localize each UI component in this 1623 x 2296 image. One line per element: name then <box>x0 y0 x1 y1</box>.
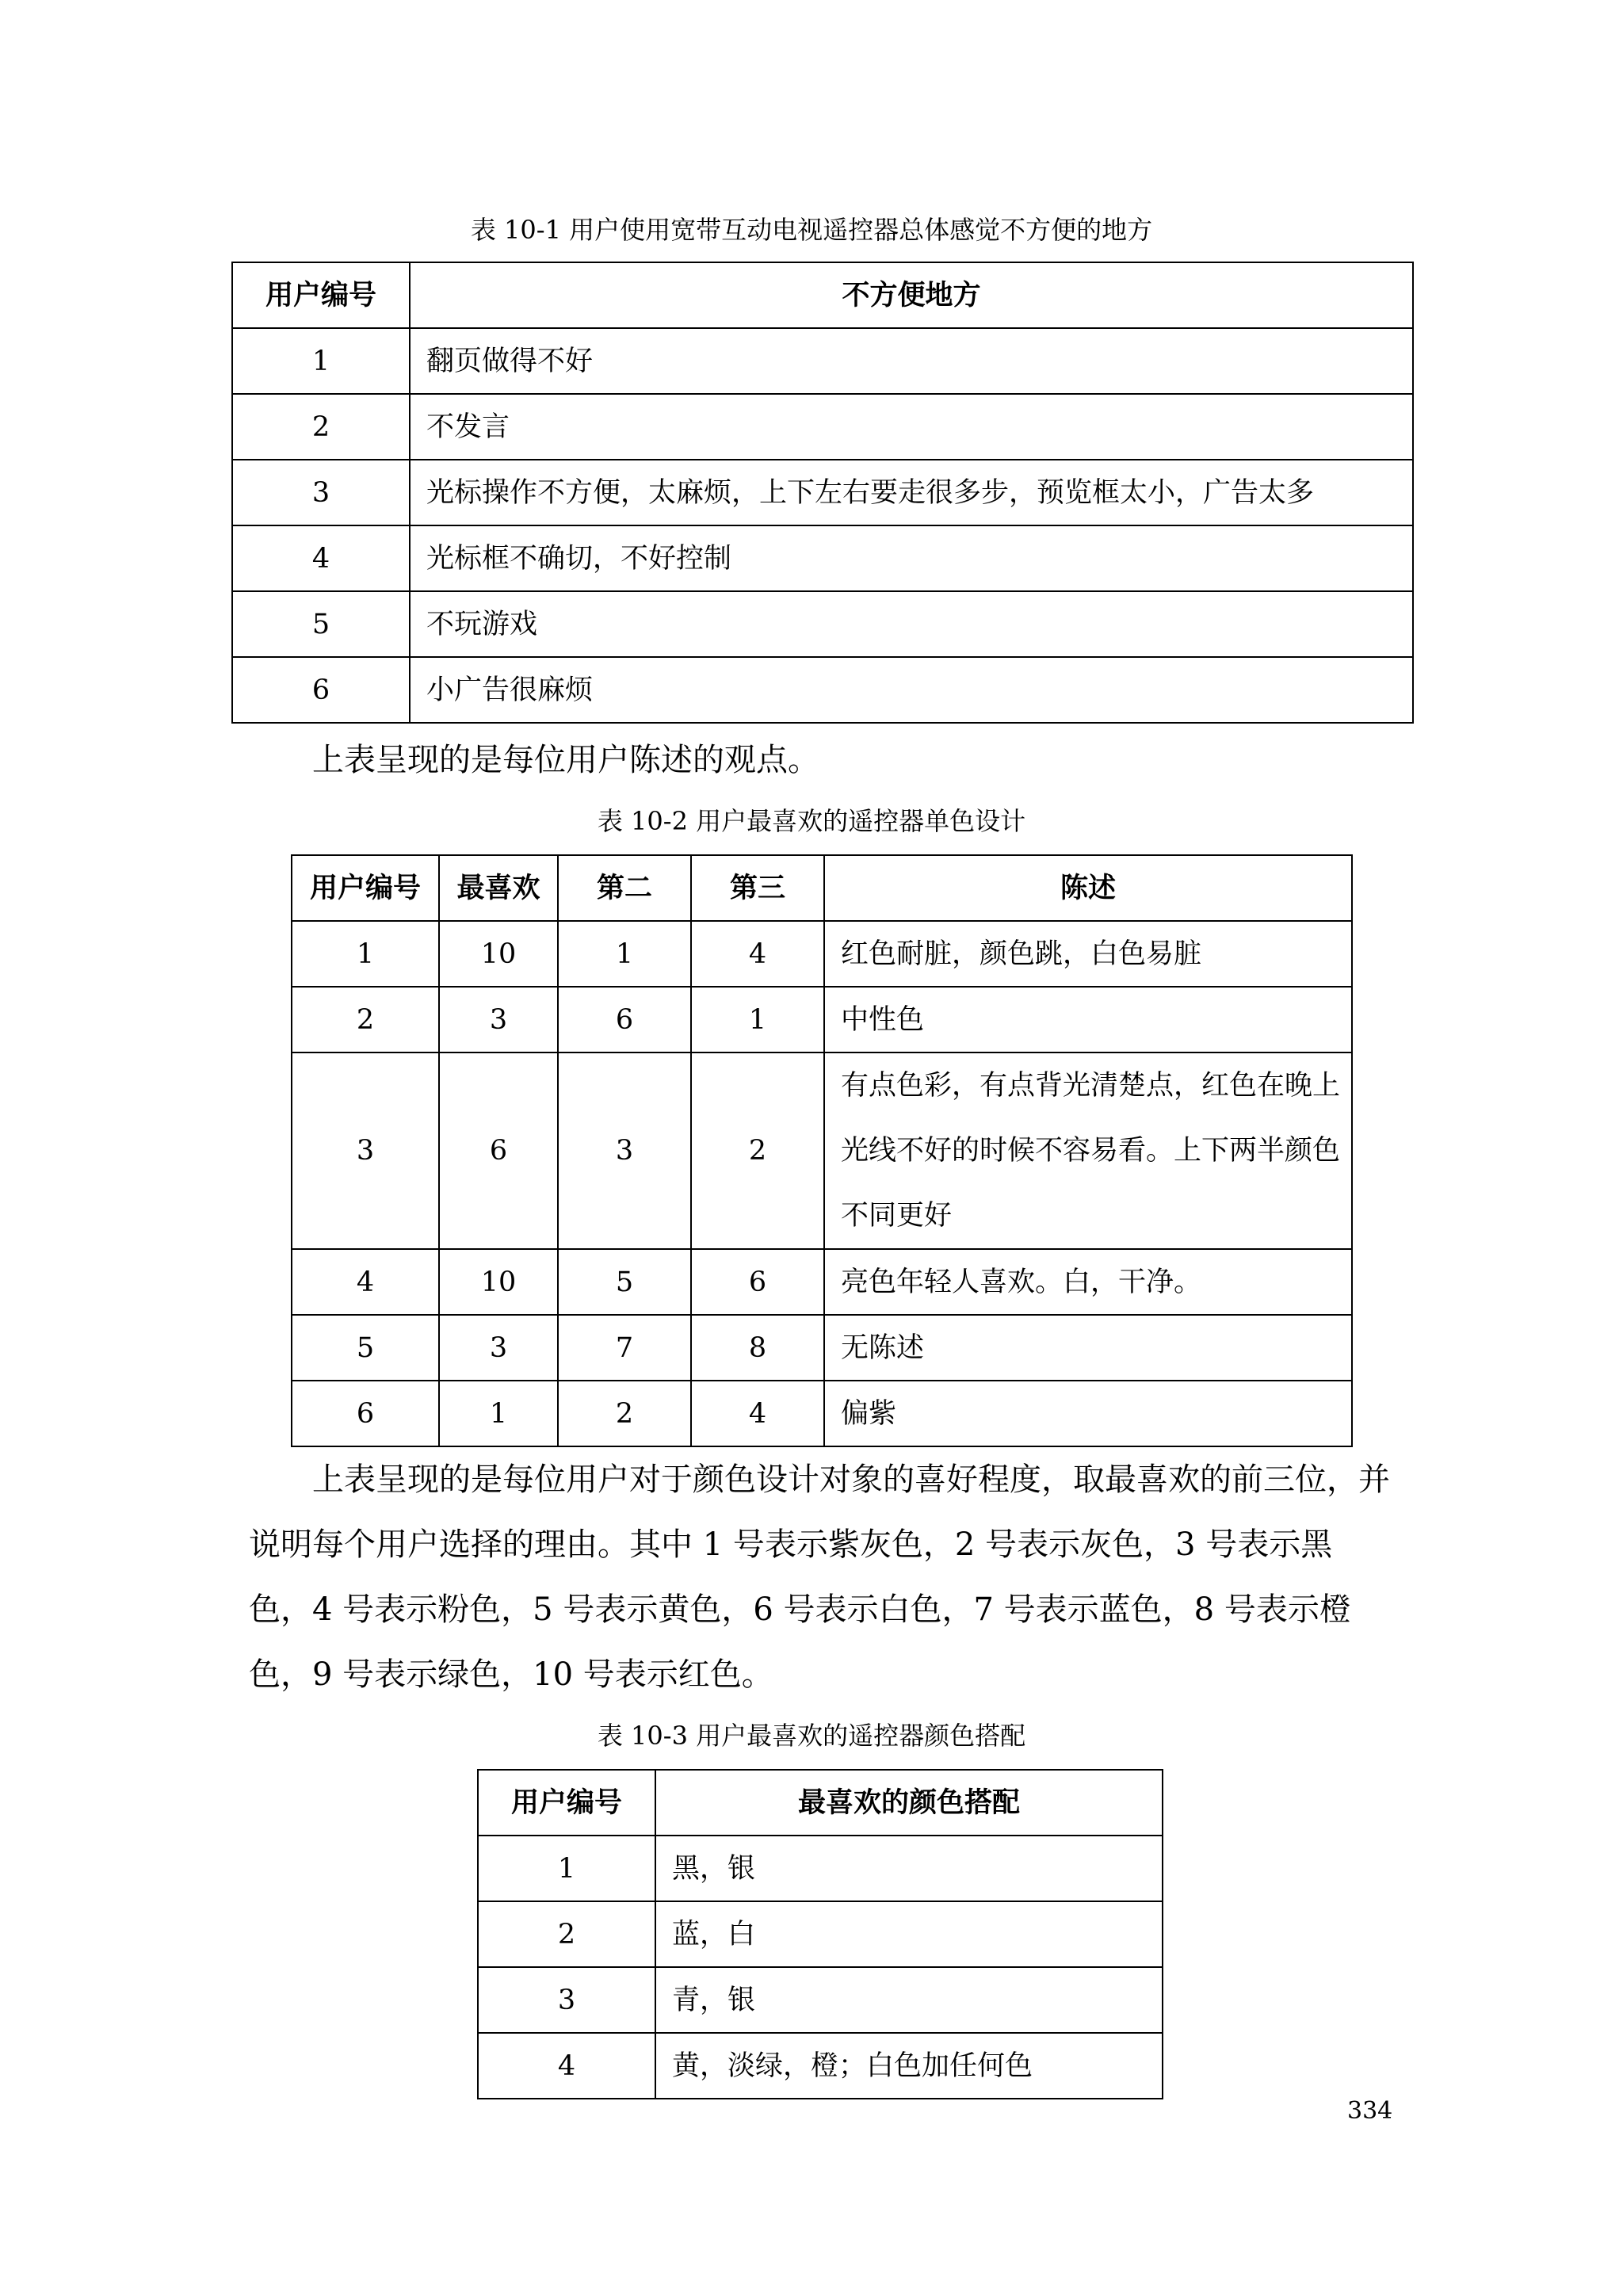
table2-header-user-id: 用户编号 <box>292 855 439 921</box>
table3 <box>477 1769 1163 2099</box>
table1-cell-text: 光标框不确切，不好控制 <box>410 525 1413 591</box>
table-row <box>292 987 1352 1052</box>
table-row <box>292 1381 1352 1446</box>
table2-cell-third: 1 <box>691 987 824 1052</box>
table2-cell-first: 6 <box>439 1052 558 1249</box>
table-row <box>478 1901 1163 1967</box>
table2-cell-third: 8 <box>691 1315 824 1381</box>
table2-cell-third: 4 <box>691 1381 824 1446</box>
table2-cell-second: 2 <box>558 1381 691 1446</box>
table2-cell-third: 6 <box>691 1249 824 1315</box>
table2-cell-second: 1 <box>558 921 691 987</box>
table3-cell-id: 2 <box>478 1901 655 1967</box>
table-row <box>232 460 1413 525</box>
table2-cell-second: 6 <box>558 987 691 1052</box>
table3-cell-combo: 黑，银 <box>655 1836 1163 1901</box>
table2-cell-first: 3 <box>439 987 558 1052</box>
table3-caption: 表 10-3 用户最喜欢的遥控器颜色搭配 <box>597 1721 1026 1751</box>
page-number: 334 <box>1347 2097 1393 2125</box>
table1-header-row <box>232 262 1413 328</box>
table2-cell-second: 7 <box>558 1315 691 1381</box>
table3-cell-id: 1 <box>478 1836 655 1901</box>
table2-caption: 表 10-2 用户最喜欢的遥控器单色设计 <box>597 806 1026 836</box>
table2-cell-third: 2 <box>691 1052 824 1249</box>
table3-cell-id: 4 <box>478 2033 655 2099</box>
table2-cell-first: 10 <box>439 1249 558 1315</box>
table1-cell-text: 光标操作不方便，太麻烦，上下左右要走很多步，预览框太小，广告太多 <box>410 460 1413 525</box>
table2-cell-id: 1 <box>292 921 439 987</box>
table1-caption: 表 10-1 用户使用宽带互动电视遥控器总体感觉不方便的地方 <box>470 215 1153 245</box>
table1-cell-id: 4 <box>232 525 410 591</box>
table2-cell-third: 4 <box>691 921 824 987</box>
table3-cell-id: 3 <box>478 1967 655 2033</box>
table-row <box>478 1836 1163 1901</box>
table2-cell-id: 2 <box>292 987 439 1052</box>
table2-header-third: 第三 <box>691 855 824 921</box>
table1 <box>231 262 1414 724</box>
table2-cell-id: 6 <box>292 1381 439 1446</box>
table2-cell-first: 3 <box>439 1315 558 1381</box>
table1-cell-id: 1 <box>232 328 410 394</box>
table2-cell-statement: 中性色 <box>824 987 1352 1052</box>
table3-cell-combo: 蓝，白 <box>655 1901 1163 1967</box>
table1-header-user-id: 用户编号 <box>232 262 410 328</box>
table2-cell-statement: 偏紫 <box>824 1381 1352 1446</box>
paragraph-1: 上表呈现的是每位用户陈述的观点。 <box>312 742 819 778</box>
table-row <box>478 2033 1163 2099</box>
table1-header-inconvenience: 不方便地方 <box>410 262 1413 328</box>
table2-cell-second: 3 <box>558 1052 691 1249</box>
table2-cell-id: 4 <box>292 1249 439 1315</box>
table3-cell-combo: 黄，淡绿，橙；白色加任何色 <box>655 2033 1163 2099</box>
table2 <box>291 854 1353 1447</box>
table2-cell-statement: 红色耐脏，颜色跳，白色易脏 <box>824 921 1352 987</box>
table1-cell-id: 2 <box>232 394 410 460</box>
table2-cell-id: 3 <box>292 1052 439 1249</box>
table1-cell-text: 不发言 <box>410 394 1413 460</box>
table3-cell-combo: 青，银 <box>655 1967 1163 2033</box>
table-row <box>232 591 1413 657</box>
paragraph-2: 上表呈现的是每位用户对于颜色设计对象的喜好程度，取最喜欢的前三位，并说明每个用户选择的理由。其中 1 号表示紫灰色，2 号表示灰色，3 号表示黑色，4 号表示粉色，5 号表示黄色，6 号表示白色，7 号表示蓝色，8 号表示橙色，9 号表示绿色，10 号表示红色。 <box>249 1461 1390 1693</box>
table2-cell-statement: 亮色年轻人喜欢。白，干净。 <box>824 1249 1352 1315</box>
table2-cell-id: 5 <box>292 1315 439 1381</box>
table1-cell-id: 3 <box>232 460 410 525</box>
table-row <box>232 394 1413 460</box>
table2-header-second: 第二 <box>558 855 691 921</box>
table-row <box>478 1967 1163 2033</box>
table1-cell-id: 5 <box>232 591 410 657</box>
table2-cell-first: 1 <box>439 1381 558 1446</box>
table2-cell-second: 5 <box>558 1249 691 1315</box>
table-row <box>292 921 1352 987</box>
table2-header-first: 最喜欢 <box>439 855 558 921</box>
table1-cell-text: 小广告很麻烦 <box>410 657 1413 723</box>
table2-cell-statement: 有点色彩，有点背光清楚点，红色在晚上光线不好的时候不容易看。上下两半颜色不同更好 <box>824 1052 1352 1249</box>
table-row <box>292 1249 1352 1315</box>
table2-cell-first: 10 <box>439 921 558 987</box>
table-row <box>232 657 1413 723</box>
table-row <box>292 1315 1352 1381</box>
table2-header-statement: 陈述 <box>824 855 1352 921</box>
table3-header-row <box>478 1770 1163 1836</box>
table-row <box>232 328 1413 394</box>
table3-header-favorite-combo: 最喜欢的颜色搭配 <box>655 1770 1163 1836</box>
table1-cell-text: 翻页做得不好 <box>410 328 1413 394</box>
table1-cell-text: 不玩游戏 <box>410 591 1413 657</box>
table-row <box>292 1052 1352 1249</box>
table3-header-user-id: 用户编号 <box>478 1770 655 1836</box>
table2-cell-statement: 无陈述 <box>824 1315 1352 1381</box>
table1-cell-id: 6 <box>232 657 410 723</box>
table2-header-row <box>292 855 1352 921</box>
table-row <box>232 525 1413 591</box>
